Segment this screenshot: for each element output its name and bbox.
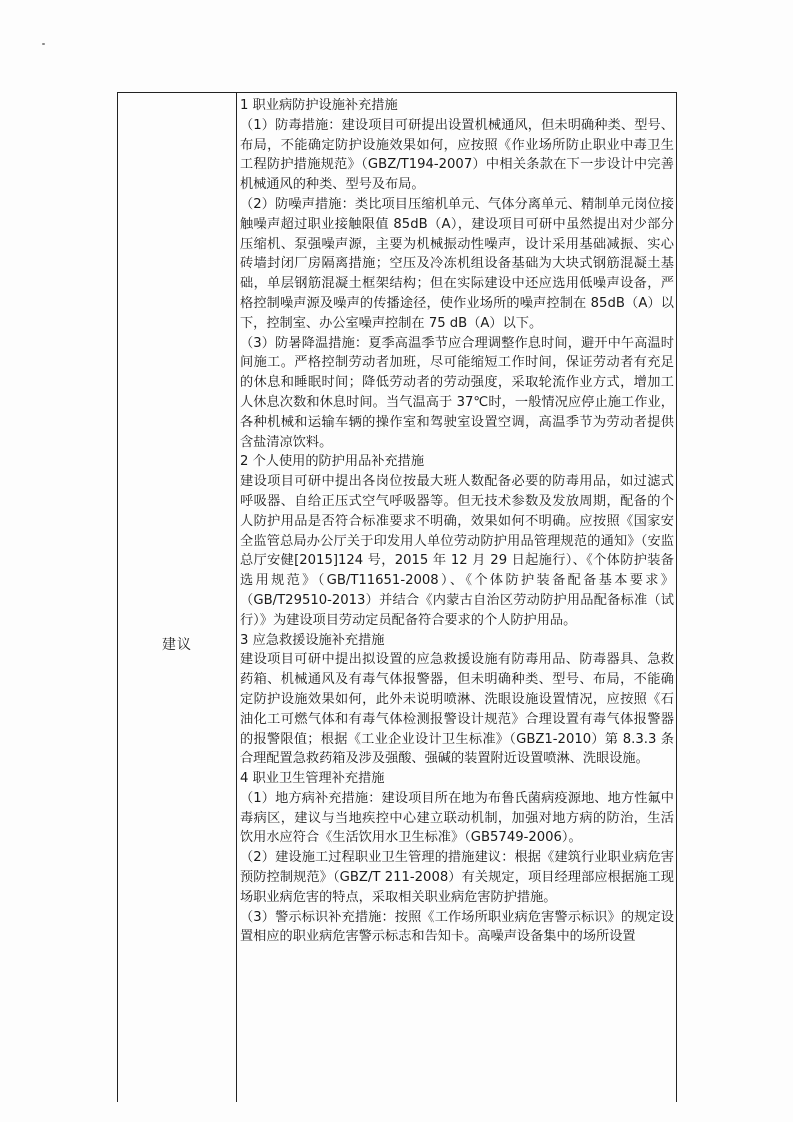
section-2-heading: 2 个人使用的防护用品补充措施: [240, 454, 425, 470]
row-label: 建议: [162, 637, 192, 653]
recommendation-table: [117, 92, 677, 1102]
section-1-heading: 1 职业病防护设施补充措施: [240, 98, 398, 113]
section-2-paragraph-1: 建设项目可研中提出各岗位按最大班人数配备必要的防毒用品，如过滤式呼吸器、自给正压式空气呼吸器等。但无技术参数及发放周期，配备的个人防护用品是否符合标准要求不明确，效果如何不明确。应按照《国家安全监管总局办公厅关于印发用人单位劳动防护用品管理规范的通知》（安监总厅安健[2015]124 号，2015 年 12 月 29 日起施行）、《个体防护装备选用规范》（GB/T11651-2008）、《个体防护装备配备基本要求》（GB/T29510-2013）并结合《内蒙古自治区劳动防护用品配备标准（试行）》为建设项目劳动定员配备符合要求的个人防护用品。: [240, 474, 674, 628]
section-1-paragraph-1: （1）防毒措施：建设项目可研提出设置机械通风，但未明确种类、型号、布局，不能确定防护设施效果如何，应按照《作业场所防止职业中毒卫生工程防护措施规范》（GBZ/T194-2007）中相关条款在下一步设计中完善机械通风的种类、型号及布局。: [240, 117, 674, 193]
section-1-paragraph-3: （3）防暑降温措施：夏季高温季节应合理调整作息时间，避开中午高温时间施工。严格控制劳动者加班，尽可能缩短工作时间，保证劳动者有充足的休息和睡眠时间；降低劳动者的劳动强度，采取轮流作业方式，增加工人休息次数和休息时间。当气温高于 37℃时，一般情况应停止施工作业，各种机械和运输车辆的操作室和驾驶室设置空调，高温季节为劳动者提供含盐清凉饮料。: [240, 335, 674, 450]
section-1-paragraph-2: （2）防噪声措施：类比项目压缩机单元、气体分离单元、精制单元岗位接触噪声超过职业接触限值 85dB（A），建设项目可研中虽然提出对少部分压缩机、泵强噪声源，主要为机械振动性噪声，设计采用基础减振、实心砖墙封闭厂房隔离措施；空压及冷冻机组设备基础为大块式钢筋混凝土基础，单层钢筋混凝土框架结构；但在实际建设中还应选用低噪声设备，严格控制噪声源及噪声的传播途径，使作业场所的噪声控制在 85dB（A）以下，控制室、办公室噪声控制在 75 dB（A）以下。: [240, 196, 674, 331]
scan-speck: [42, 43, 45, 45]
section-4-paragraph-3: （3）警示标识补充措施：按照《工作场所职业病危害警示标识》的规定设置相应的职业病危害警示标志和告知卡。高噪声设备集中的场所设置: [240, 909, 674, 945]
section-4-paragraph-2: （2）建设施工过程职业卫生管理的措施建议：根据《建筑行业职业病危害预防控制规范》（GBZ/T 211-2008）有关规定，项目经理部应根据施工现场职业病危害的特点，采取相关职业病危害防护措施。: [240, 850, 674, 905]
content-cell: [238, 96, 674, 947]
section-3-paragraph-1: 建设项目可研中提出拟设置的应急救援设施有防毒用品、防毒器具、急救药箱、机械通风及有毒气体报警器，但未明确种类、型号、布局，不能确定防护设施效果如何，此外未说明喷淋、洗眼设施设置情况，应按照《石油化工可燃气体和有毒气体检测报警设计规范》合理设置有毒气体报警器的报警限值；根据《工业企业设计卫生标准》（GBZ1-2010）第 8.3.3 条合理配置急救药箱及涉及强酸、强碱的装置附近设置喷淋、洗眼设施。: [240, 652, 674, 767]
section-4-paragraph-1: （1）地方病补充措施：建设项目所在地为布鲁氏菌病疫源地、地方性氟中毒病区，建议与当地疾控中心建立联动机制，加强对地方病的防治，生活饮用水应符合《生活饮用水卫生标准》（GB5749-2006）。: [240, 790, 674, 846]
section-3-heading: 3 应急救援设施补充措施: [240, 632, 385, 648]
section-4-heading: 4 职业卫生管理补充措施: [240, 771, 385, 787]
label-cell: [118, 93, 237, 1102]
